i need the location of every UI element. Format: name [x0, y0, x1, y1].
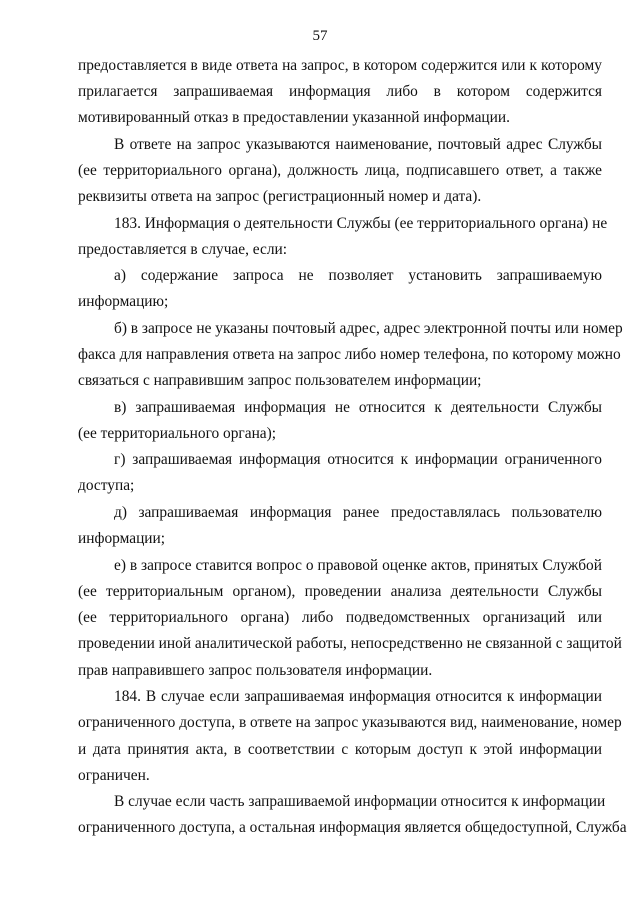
text-line: факса для направления ответа на запрос либо номер телефона, по которому можно — [78, 346, 621, 363]
text-line: прилагается запрашиваемая информация либо в котором содержится — [78, 83, 602, 100]
text-line: б) в запросе не указаны почтовый адрес, адрес электронной почты или номер — [114, 320, 623, 337]
text-line: ограниченного доступа, а остальная информация является общедоступной, Служба — [78, 819, 627, 836]
page-number: 57 — [312, 28, 328, 44]
text-line: проведении иной аналитической работы, непосредственно не связанной с защитой — [78, 635, 622, 652]
text-line: предоставляется в виде ответа на запрос, в котором содержится или к которому — [78, 57, 602, 74]
text-line: В случае если часть запрашиваемой информации относится к информации — [114, 793, 606, 810]
text-line: г) запрашиваемая информация относится к информации ограниченного — [114, 451, 602, 468]
text-line: связаться с направившим запрос пользователем информации; — [78, 372, 482, 389]
text-line: и дата принятия акта, в соответствии с которым доступ к этой информации — [78, 741, 602, 758]
text-line: реквизиты ответа на запрос (регистрационный номер и дата). — [78, 188, 482, 205]
text-line: (ее территориального органа), должность лица, подписавшего ответ, а также — [78, 162, 602, 179]
text-line: а) содержание запроса не позволяет установить запрашиваемую — [114, 267, 602, 284]
text-line: д) запрашиваемая информация ранее предоставлялась пользователю — [114, 504, 602, 521]
text-line: 184. В случае если запрашиваемая информация относится к информации — [114, 688, 602, 705]
text-line: информации; — [78, 530, 166, 547]
text-line: 183. Информация о деятельности Службы (ее территориального органа) не — [114, 215, 608, 232]
text-line: В ответе на запрос указываются наименование, почтовый адрес Службы — [114, 136, 602, 153]
text-line: (ее территориального органа) либо подведомственных организаций или — [78, 609, 602, 626]
text-line: информацию; — [78, 293, 169, 310]
text-line: (ее территориальным органом), проведении анализа деятельности Службы — [78, 583, 602, 600]
text-line: ограничен. — [78, 767, 150, 784]
text-line: ограниченного доступа, в ответе на запрос указываются вид, наименование, номер — [78, 714, 622, 731]
text-line: доступа; — [78, 477, 135, 494]
text-line: (ее территориального органа); — [78, 425, 277, 442]
text-line: е) в запросе ставится вопрос о правовой оценке актов, принятых Службой — [114, 557, 602, 574]
text-line: предоставляется в случае, если: — [78, 241, 288, 258]
text-line: в) запрашиваемая информация не относится к деятельности Службы — [114, 399, 602, 416]
text-line: мотивированный отказ в предоставлении указанной информации. — [78, 109, 510, 126]
text-line: прав направившего запрос пользователя информации. — [78, 662, 433, 679]
